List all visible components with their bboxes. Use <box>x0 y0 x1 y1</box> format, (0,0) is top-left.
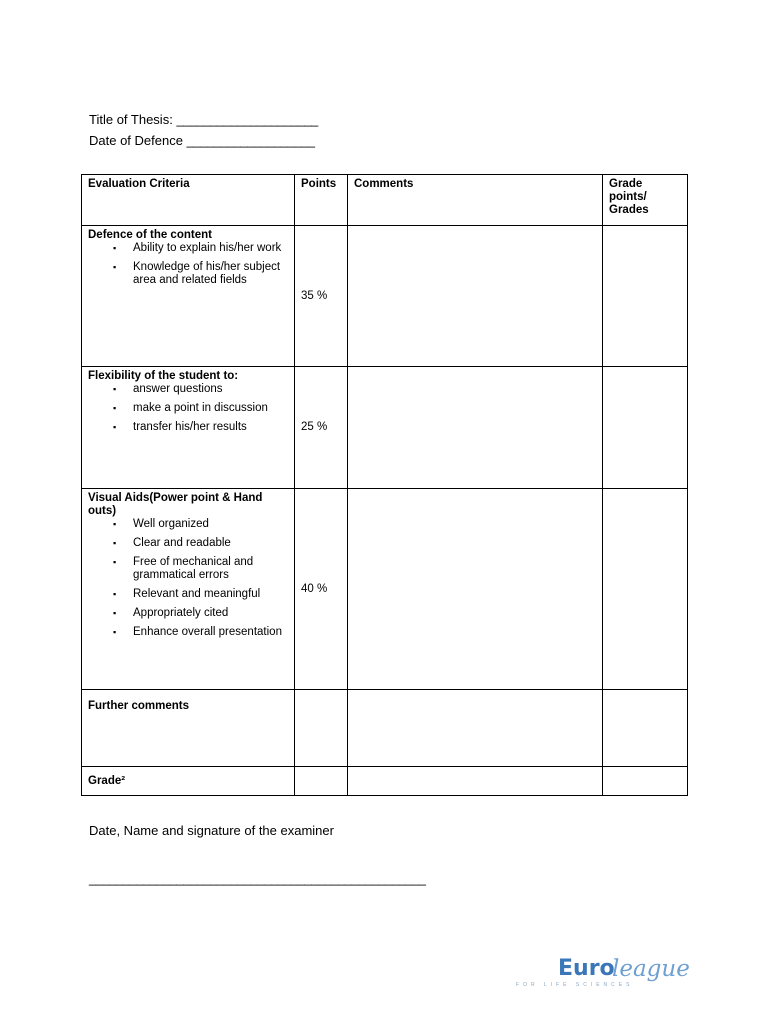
list-item: ▪ Free of mechanical and grammatical errors <box>113 556 254 581</box>
column-header-grade: Grade points/ Grades <box>603 175 688 226</box>
criteria-list <box>88 518 288 639</box>
list-item: ▪ Relevant and meaningful <box>113 588 261 600</box>
examiner-label: Date, Name and signature of the examiner <box>89 823 334 838</box>
column-header-points: Points <box>295 175 348 226</box>
bullet-icon: ▪ <box>113 403 117 413</box>
thesis-title-line <box>89 112 318 127</box>
criteria-cell <box>82 367 295 489</box>
list-item: ▪ Well organized <box>113 518 209 530</box>
grade-cell[interactable] <box>603 690 688 767</box>
thesis-title-label: Title of Thesis: <box>89 112 173 127</box>
list-item: ▪ answer questions <box>113 383 223 395</box>
table-row <box>82 489 688 690</box>
list-item: ▪ transfer his/her results <box>113 421 247 433</box>
evaluation-table <box>81 174 688 796</box>
bullet-icon: ▪ <box>113 538 117 548</box>
logo-tagline: FOR LIFE SCIENCES <box>516 982 634 988</box>
bullet-icon: ▪ <box>113 422 117 432</box>
criteria-list <box>88 242 288 287</box>
bullet-icon: ▪ <box>113 262 117 272</box>
points-cell: 40 % <box>295 489 348 690</box>
points-cell: 25 % <box>295 367 348 489</box>
comments-cell[interactable] <box>348 367 603 489</box>
list-item: ▪ Clear and readable <box>113 537 231 549</box>
list-item: ▪ Enhance overall presentation <box>113 626 282 638</box>
criteria-cell <box>82 767 295 796</box>
thesis-title-blank[interactable]: _____________________ <box>176 112 318 127</box>
table-row <box>82 767 688 796</box>
bullet-icon: ▪ <box>113 627 117 637</box>
points-cell: 35 % <box>295 226 348 367</box>
grade-cell[interactable] <box>603 489 688 690</box>
table-row <box>82 367 688 489</box>
list-item: ▪ Ability to explain his/her work <box>113 242 282 254</box>
criteria-title: Grade² <box>88 774 126 787</box>
criteria-list <box>88 383 288 434</box>
table-header-row <box>82 175 688 226</box>
bullet-icon: ▪ <box>113 519 117 529</box>
list-item: ▪ make a point in discussion <box>113 402 268 414</box>
defence-date-label: Date of Defence <box>89 133 183 148</box>
grade-cell[interactable] <box>603 767 688 796</box>
list-item: ▪ Appropriately cited <box>113 607 229 619</box>
grade-cell[interactable] <box>603 226 688 367</box>
criteria-title: Further comments <box>88 700 189 712</box>
table-row <box>82 690 688 767</box>
comments-cell[interactable] <box>348 226 603 367</box>
comments-cell[interactable] <box>348 690 603 767</box>
points-cell[interactable] <box>295 690 348 767</box>
logo-euro-text: Euro <box>558 956 615 981</box>
criteria-title: Flexibility of the student to: <box>88 370 239 382</box>
bullet-icon: ▪ <box>113 243 117 253</box>
bullet-icon: ▪ <box>113 589 117 599</box>
euroleague-logo <box>516 956 696 996</box>
bullet-icon: ▪ <box>113 557 117 567</box>
criteria-title: Defence of the content <box>88 229 212 241</box>
criteria-cell <box>82 489 295 690</box>
criteria-title: Visual Aids(Power point & Hand outs) <box>88 492 263 517</box>
points-cell[interactable] <box>295 767 348 796</box>
criteria-cell <box>82 226 295 367</box>
bullet-icon: ▪ <box>113 384 117 394</box>
column-header-comments: Comments <box>348 175 603 226</box>
criteria-cell <box>82 690 295 767</box>
grade-cell[interactable] <box>603 367 688 489</box>
bullet-icon: ▪ <box>113 608 117 618</box>
comments-cell[interactable] <box>348 767 603 796</box>
signature-line[interactable]: __________________________________________________ <box>89 871 426 886</box>
defence-date-line <box>89 133 314 148</box>
comments-cell[interactable] <box>348 489 603 690</box>
column-header-criteria: Evaluation Criteria <box>82 175 295 226</box>
logo-league-text: league <box>612 956 690 982</box>
table-row <box>82 226 688 367</box>
list-item: ▪ Knowledge of his/her subject area and related fields <box>113 261 281 286</box>
defence-date-blank[interactable]: ___________________ <box>186 133 315 148</box>
